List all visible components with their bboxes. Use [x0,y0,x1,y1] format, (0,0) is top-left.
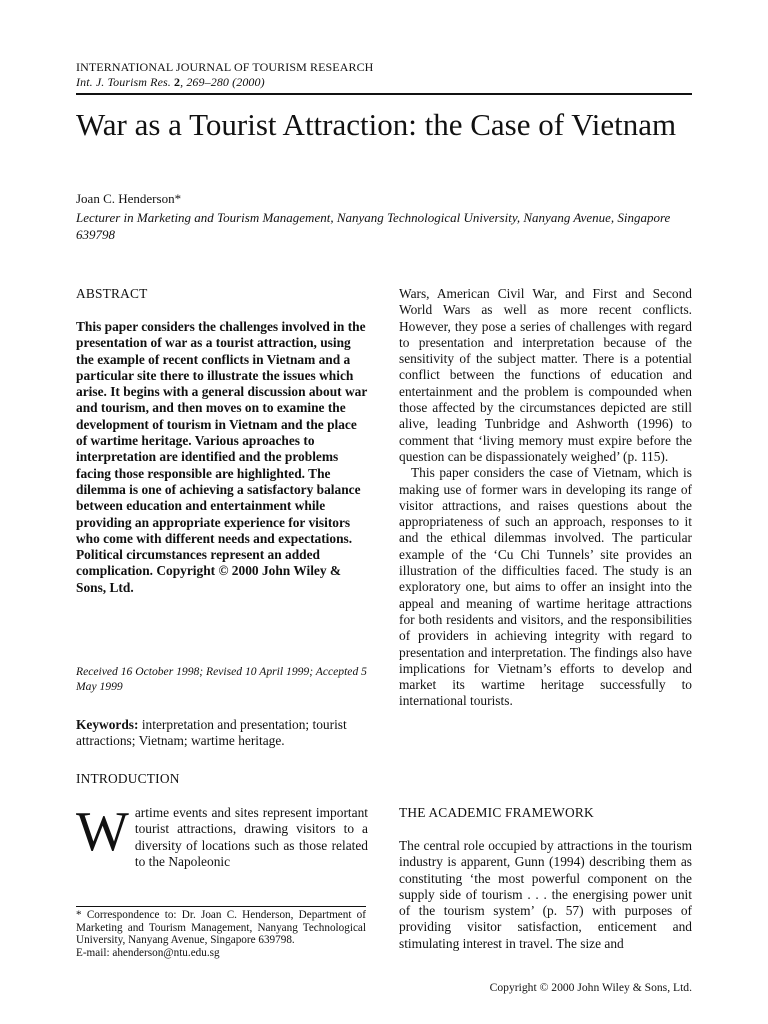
footnote-rule [76,906,366,907]
right-column-body [399,286,692,710]
footnote-email: E-mail: ahenderson@ntu.edu.sg [76,946,220,959]
body-paragraph-3: The central role occupied by attractions in the tourism industry is apparent, Gunn (1994) describing them as constituting ‘the most powerful component on the supply side of tourism . . . the energising power unit of the tourism system’ (p. 57) with purposes of providing visitor satisfaction, enticement and stimulating interest in travel. The size and [399,838,692,951]
citation-journal: Int. J. Tourism Res. [76,75,171,89]
author-name: Joan C. Henderson* [76,191,182,206]
journal-header [76,60,373,90]
footnote [76,909,366,959]
article-title: War as a Tourist Attraction: the Case of Vietnam [76,107,677,142]
citation-volume: 2 [174,75,181,89]
abstract-text: This paper considers the challenges involved in the presentation of war as a tourist attraction, using the example of recent conflicts in Vietnam and a particular site there to illustrate the issues which arise. It begins with a general discussion about war and tourism, and then moves on to examine the development of tourism in Vietnam and the place of wartime heritage. Various aproaches to interpretation are identified and the problems facing those responsible are highlighted. The dilemma is one of achieving a satisfactory balance between education and entertainment while providing an appropriate experience for visitors who come with different needs and expectations. Political circumstances represent an added complication. Copyright © 2000 John Wiley & Sons, Ltd. [76,319,368,595]
abstract-heading: ABSTRACT [76,286,148,301]
keywords [76,717,368,750]
introduction-body [76,801,368,870]
body-paragraph-2: This paper considers the case of Vietnam, which is making use of former wars in developing its range of visitor attractions, and raises questions about the appropriateness of such an approach, responses to it and the ethical dilemmas involved. The particular example of the ‘Cu Chi Tunnels’ site provides an illustration of the difficulties faced. The study is an exploratory one, but aims to offer an insight into the appeal and meaning of wartime heritage attractions for both residents and visitors, and the responsibilities of providers in achieving integrity with regard to presentation and interpretation. The findings also have implications for Vietnam’s efforts to develop and market its wartime heritage successfully to international tourists. [399,465,692,709]
journal-name: INTERNATIONAL JOURNAL OF TOURISM RESEARCH [76,60,374,74]
footer-copyright: Copyright © 2000 John Wiley & Sons, Ltd. [489,981,692,994]
introduction-text: artime events and sites represent important tourist attractions, drawing visitors to a diversity of locations such as those related to the Napoleonic [134,805,368,869]
received-dates: Received 16 October 1998; Revised 10 April 1999; Accepted 5 May 1999 [76,665,367,693]
citation-pages: , 269–280 (2000) [180,75,265,89]
author-affiliation: Lecturer in Marketing and Tourism Management, Nanyang Technological University, Nanyang Avenue, Singapore 639798 [76,210,671,242]
keywords-text: interpretation and presentation; tourist attractions; Vietnam; wartime heritage. [76,717,347,749]
journal-citation [76,75,373,90]
introduction-heading: INTRODUCTION [76,771,180,786]
header-rule [76,93,692,95]
footnote-correspondence: * Correspondence to: Dr. Joan C. Henderson, Department of Marketing and Tourism Management, Nanyang Technological University, Nanyang Avenue, Singapore 639798. [76,909,366,947]
keywords-label: Keywords: [76,717,139,732]
body-paragraph-1: Wars, American Civil War, and First and Second World Wars as well as more recent conflicts. However, they pose a series of challenges with regard to presentation and interpretation because of the sensitivity of the subject matter. There is a potential conflict between the functions of education and entertainment and the problem is compounded when those affected by the circumstances depicted are still alive, leading Tunbridge and Ashworth (1996) to comment that ‘living memory must expire before the question can be dispassionately weighed’ (p. 115). [399,286,692,464]
dropcap-letter: W [76,801,129,863]
framework-heading: THE ACADEMIC FRAMEWORK [399,805,594,820]
